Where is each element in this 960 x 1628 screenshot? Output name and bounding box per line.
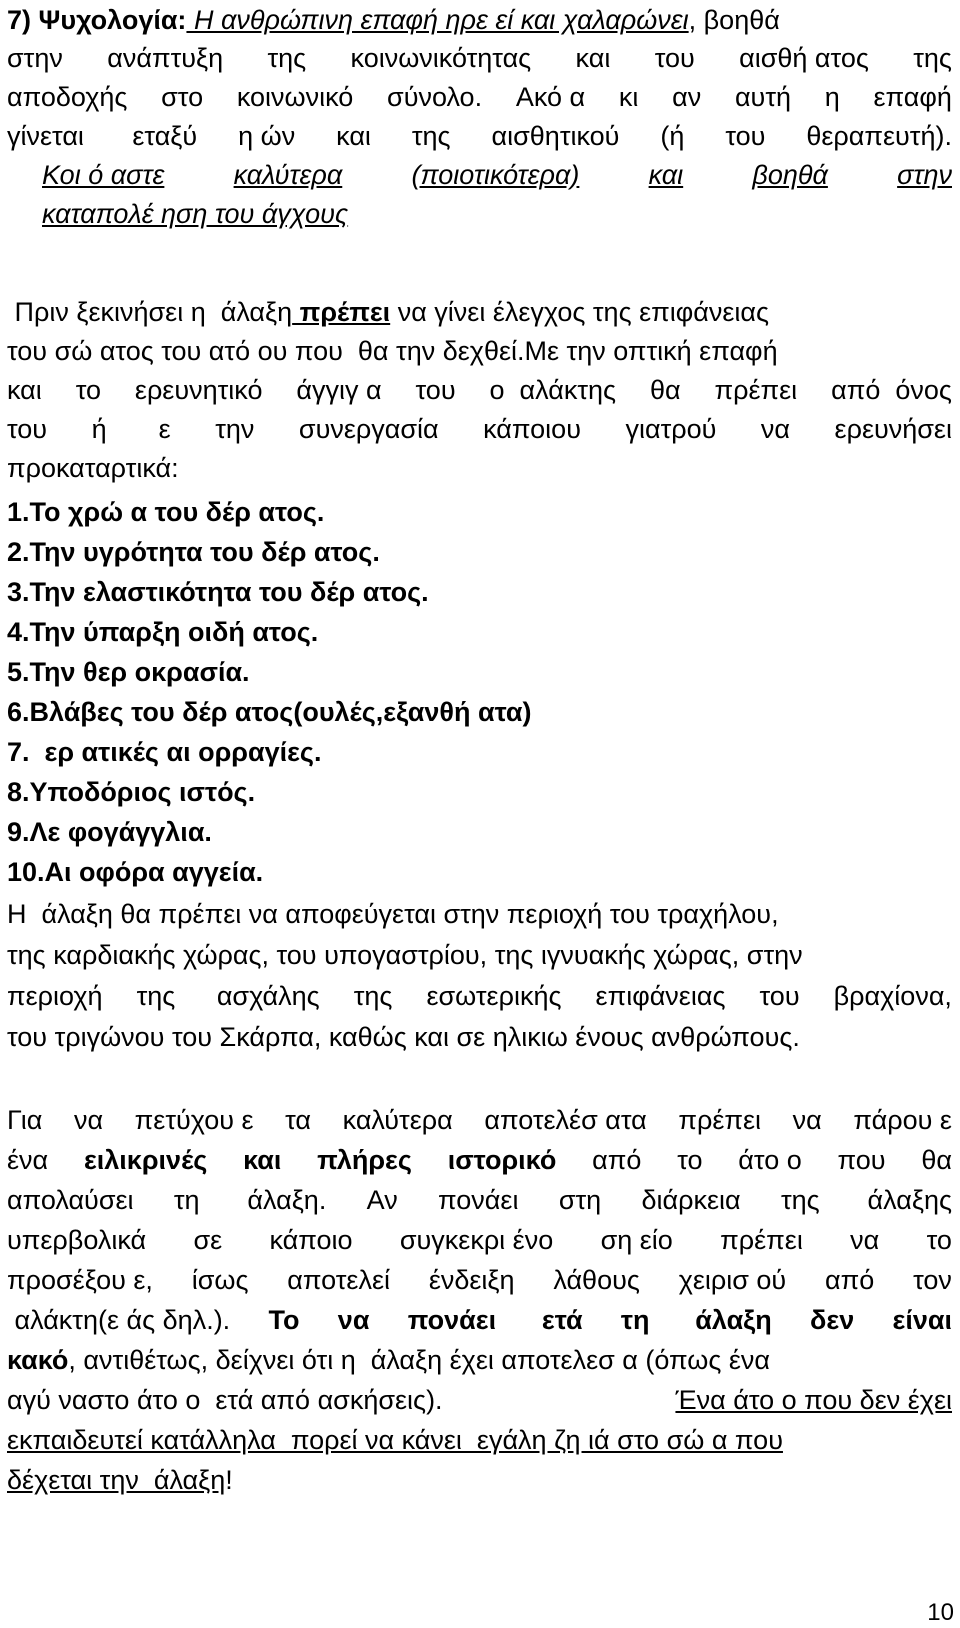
text-word: αγύ ναστο άτο ο ετά από ασκήσεις). bbox=[7, 1385, 443, 1415]
text-word: γιατρού bbox=[625, 414, 717, 444]
text-word: αισθητικού bbox=[491, 121, 620, 151]
intro-line-1: 7) Ψυχολογία: Η ανθρώπινη επαφή ηρε εί και χαλαρώνει, βοηθά bbox=[7, 5, 780, 35]
text-word: αυτή bbox=[734, 82, 791, 112]
text-word: από όνος bbox=[831, 375, 952, 405]
text-word: να bbox=[850, 1225, 880, 1255]
text-word: βραχίονα, bbox=[833, 981, 952, 1011]
check-line-1: Πριν ξεκινήσει η άλαξη πρέπει να γίνει έλεγχος της επιφάνειας bbox=[7, 297, 770, 327]
text-word: κι bbox=[618, 82, 639, 112]
text-word: κοινωνικότητας bbox=[350, 43, 532, 73]
text-word: ένδειξη bbox=[428, 1265, 515, 1295]
list-item: 9.Λε φογάγγλια. bbox=[7, 817, 212, 847]
text-word: η bbox=[824, 82, 840, 112]
text-word: πλήρες bbox=[317, 1145, 412, 1175]
text-word: διάρκεια bbox=[641, 1185, 741, 1215]
results-line-7: κακό, αντιθέτως, δείχνει ότι η άλαξη έχει αποτελεσ α (όπως ένα bbox=[7, 1345, 770, 1375]
intro-line-2 bbox=[7, 38, 952, 78]
text-word: τη bbox=[620, 1305, 650, 1335]
page-number: 10 bbox=[927, 1599, 954, 1626]
text-word: να bbox=[337, 1305, 370, 1335]
text-word: στην bbox=[897, 160, 952, 190]
text-word: άλαξη. bbox=[239, 1185, 327, 1215]
text-word: το bbox=[926, 1225, 952, 1255]
list-item: 3.Την ελαστικότητα του δέρ ατος. bbox=[7, 577, 429, 607]
text-word: Για bbox=[7, 1105, 43, 1135]
avoid-line-2: της καρδιακής χώρας, του υπογαστρίου, της ιγνυακής χώρας, στην bbox=[7, 940, 803, 970]
text-word: Αν bbox=[366, 1185, 398, 1215]
check-line-3 bbox=[7, 370, 952, 410]
text-word: από bbox=[825, 1265, 875, 1295]
text-word: γίνεται bbox=[7, 121, 84, 151]
text-word: καλύτερα bbox=[342, 1105, 453, 1135]
text-word: περιοχή bbox=[7, 981, 103, 1011]
text-word: Ένα άτο ο που δεν έχει bbox=[675, 1385, 952, 1415]
text-word: (ποιοτικότερα) bbox=[411, 160, 580, 190]
results-line-3 bbox=[7, 1180, 952, 1220]
text-word: του bbox=[415, 375, 456, 405]
avoid-line-3 bbox=[7, 976, 952, 1016]
check-line-5: προκαταρτικά: bbox=[7, 453, 179, 483]
text-word: να bbox=[73, 1105, 104, 1135]
text-word: θεραπευτή). bbox=[806, 121, 952, 151]
text-word: πονάει bbox=[438, 1185, 519, 1215]
text-word: αισθή ατος bbox=[739, 43, 869, 73]
text-word: απολαύσει bbox=[7, 1185, 134, 1215]
text-word: τη bbox=[173, 1185, 200, 1215]
text-word: πρέπει bbox=[720, 1225, 803, 1255]
text-word: δεν bbox=[810, 1305, 855, 1335]
text-word: ο αλάκτης bbox=[489, 375, 617, 405]
text-word: της bbox=[353, 981, 393, 1011]
text-word: θα bbox=[649, 375, 681, 405]
results-line-2 bbox=[7, 1140, 952, 1180]
text-word: από bbox=[592, 1145, 642, 1175]
avoid-line-1: Η άλαξη θα πρέπει να αποφεύγεται στην περιοχή του τραχήλου, bbox=[7, 899, 779, 929]
text-word: ετά bbox=[534, 1305, 583, 1335]
text-word: είναι bbox=[892, 1305, 952, 1335]
text-word: ίσως bbox=[191, 1265, 249, 1295]
text-word: σύνολο. bbox=[387, 82, 483, 112]
text-word: το bbox=[75, 375, 101, 405]
text-word: ειλικρινές bbox=[83, 1145, 208, 1175]
text-word: άτο ο bbox=[738, 1145, 802, 1175]
text-word: του bbox=[759, 981, 800, 1011]
text-word: άλαξης bbox=[860, 1185, 952, 1215]
intro-line-3 bbox=[7, 77, 952, 117]
text-word: της bbox=[913, 43, 952, 73]
text-word: τον bbox=[913, 1265, 952, 1295]
avoid-line-4: του τριγώνου του Σκάρπα, καθώς και σε ηλικιω ένους ανθρώπους. bbox=[7, 1022, 800, 1052]
text-word: ερευνητικό bbox=[134, 375, 263, 405]
text-word: άγγιγ α bbox=[296, 375, 382, 405]
text-word: ερευνήσει bbox=[834, 414, 952, 444]
text-word: (ή bbox=[660, 121, 685, 151]
text-word: πρέπει bbox=[714, 375, 798, 405]
text-word: στη bbox=[558, 1185, 602, 1215]
text-word: το bbox=[677, 1145, 703, 1175]
list-item: 8.Υποδόριος ιστός. bbox=[7, 777, 256, 807]
results-line-6 bbox=[7, 1300, 952, 1340]
results-line-9: εκπαιδευτεί κατάλληλα πορεί να κάνει εγάλη ζη ιά στο σώ α που bbox=[7, 1425, 783, 1455]
intro-line-5 bbox=[42, 155, 952, 195]
text-word: της bbox=[267, 43, 307, 73]
results-line-4 bbox=[7, 1220, 952, 1260]
text-word: της bbox=[136, 981, 176, 1011]
results-line-10: δέχεται την άλαξη! bbox=[7, 1465, 233, 1495]
results-line-1 bbox=[7, 1100, 952, 1140]
check-line-2: του σώ ατος του ατό ου που θα την δεχθεί.Με την οπτική επαφή bbox=[7, 336, 778, 366]
text-word: ση είο bbox=[600, 1225, 673, 1255]
text-word: βοηθά bbox=[752, 160, 828, 190]
text-word: την bbox=[215, 414, 255, 444]
results-line-5 bbox=[7, 1260, 952, 1300]
text-word: προσέξου ε, bbox=[7, 1265, 153, 1295]
text-word: λάθους bbox=[553, 1265, 640, 1295]
text-word: στην bbox=[7, 43, 63, 73]
text-word: εταξύ bbox=[124, 121, 198, 151]
text-word: κάποιο bbox=[269, 1225, 353, 1255]
text-word: αλάκτη(ε άς δηλ.). bbox=[7, 1305, 231, 1335]
results-line-8 bbox=[7, 1380, 952, 1420]
text-word: χειρισ ού bbox=[678, 1265, 787, 1295]
text-word: πετύχου ε bbox=[134, 1105, 254, 1135]
text-word: του bbox=[654, 43, 695, 73]
text-word: πρέπει bbox=[678, 1105, 762, 1135]
list-item: 4.Την ύπαρξη οιδή ατος. bbox=[7, 617, 319, 647]
list-item: 6.Βλάβες του δέρ ατος(ουλές,εξανθή ατα) bbox=[7, 697, 532, 727]
text-word: Ακό α bbox=[515, 82, 586, 112]
text-word: κάποιου bbox=[483, 414, 581, 444]
text-word: και bbox=[575, 43, 611, 73]
text-word: του bbox=[7, 414, 48, 444]
text-word: Κοι ό αστε bbox=[42, 160, 165, 190]
text-word: επιφάνειας bbox=[595, 981, 726, 1011]
text-word: κοινωνικό bbox=[236, 82, 354, 112]
text-word: συνεργασία bbox=[298, 414, 439, 444]
intro-line-4 bbox=[7, 116, 952, 156]
text-word: θα bbox=[921, 1145, 952, 1175]
text-word: στο bbox=[161, 82, 204, 112]
text-word: άλαξη bbox=[687, 1305, 772, 1335]
text-word: η ών bbox=[238, 121, 296, 151]
text-word: να bbox=[792, 1105, 822, 1135]
text-word: Το bbox=[268, 1305, 300, 1335]
text-word: τα bbox=[285, 1105, 312, 1135]
list-item: 5.Την θερ οκρασία. bbox=[7, 657, 250, 687]
text-word: και bbox=[243, 1145, 282, 1175]
text-word: συγκεκρι ένο bbox=[399, 1225, 554, 1255]
text-word: της bbox=[411, 121, 451, 151]
intro-line-6: καταπολέ ηση του άγχους bbox=[42, 199, 349, 229]
list-item: 1.Το χρώ α του δέρ ατος. bbox=[7, 497, 325, 527]
list-item: 2.Την υγρότητα του δέρ ατος. bbox=[7, 537, 380, 567]
text-word: ανάπτυξη bbox=[107, 43, 224, 73]
text-word: και bbox=[648, 160, 684, 190]
text-word: που bbox=[837, 1145, 886, 1175]
text-word: ε bbox=[151, 414, 171, 444]
text-word: ένα bbox=[7, 1145, 49, 1175]
check-line-4 bbox=[7, 409, 952, 449]
text-word: αποτελέσ ατα bbox=[484, 1105, 647, 1135]
text-word: υπερβολικά bbox=[7, 1225, 147, 1255]
text-word: σε bbox=[193, 1225, 223, 1255]
text-word: ή bbox=[91, 414, 107, 444]
text-word: αποτελεί bbox=[287, 1265, 391, 1295]
text-word: ιστορικό bbox=[447, 1145, 557, 1175]
text-word: επαφή bbox=[873, 82, 952, 112]
text-word: να bbox=[760, 414, 791, 444]
text-word: του bbox=[725, 121, 766, 151]
list-item: 7. ερ ατικές αι ορραγίες. bbox=[7, 737, 322, 767]
list-item: 10.Αι οφόρα αγγεία. bbox=[7, 857, 264, 887]
text-word: αποδοχής bbox=[7, 82, 128, 112]
text-word: και bbox=[7, 375, 42, 405]
text-word: και bbox=[336, 121, 371, 151]
text-word: πονάει bbox=[407, 1305, 497, 1335]
text-word: καλύτερα bbox=[233, 160, 343, 190]
text-word: αν bbox=[672, 82, 702, 112]
text-word: πάρου ε bbox=[853, 1105, 952, 1135]
text-word: της bbox=[781, 1185, 820, 1215]
text-word: εσωτερικής bbox=[426, 981, 562, 1011]
text-word: ασχάλης bbox=[209, 981, 320, 1011]
